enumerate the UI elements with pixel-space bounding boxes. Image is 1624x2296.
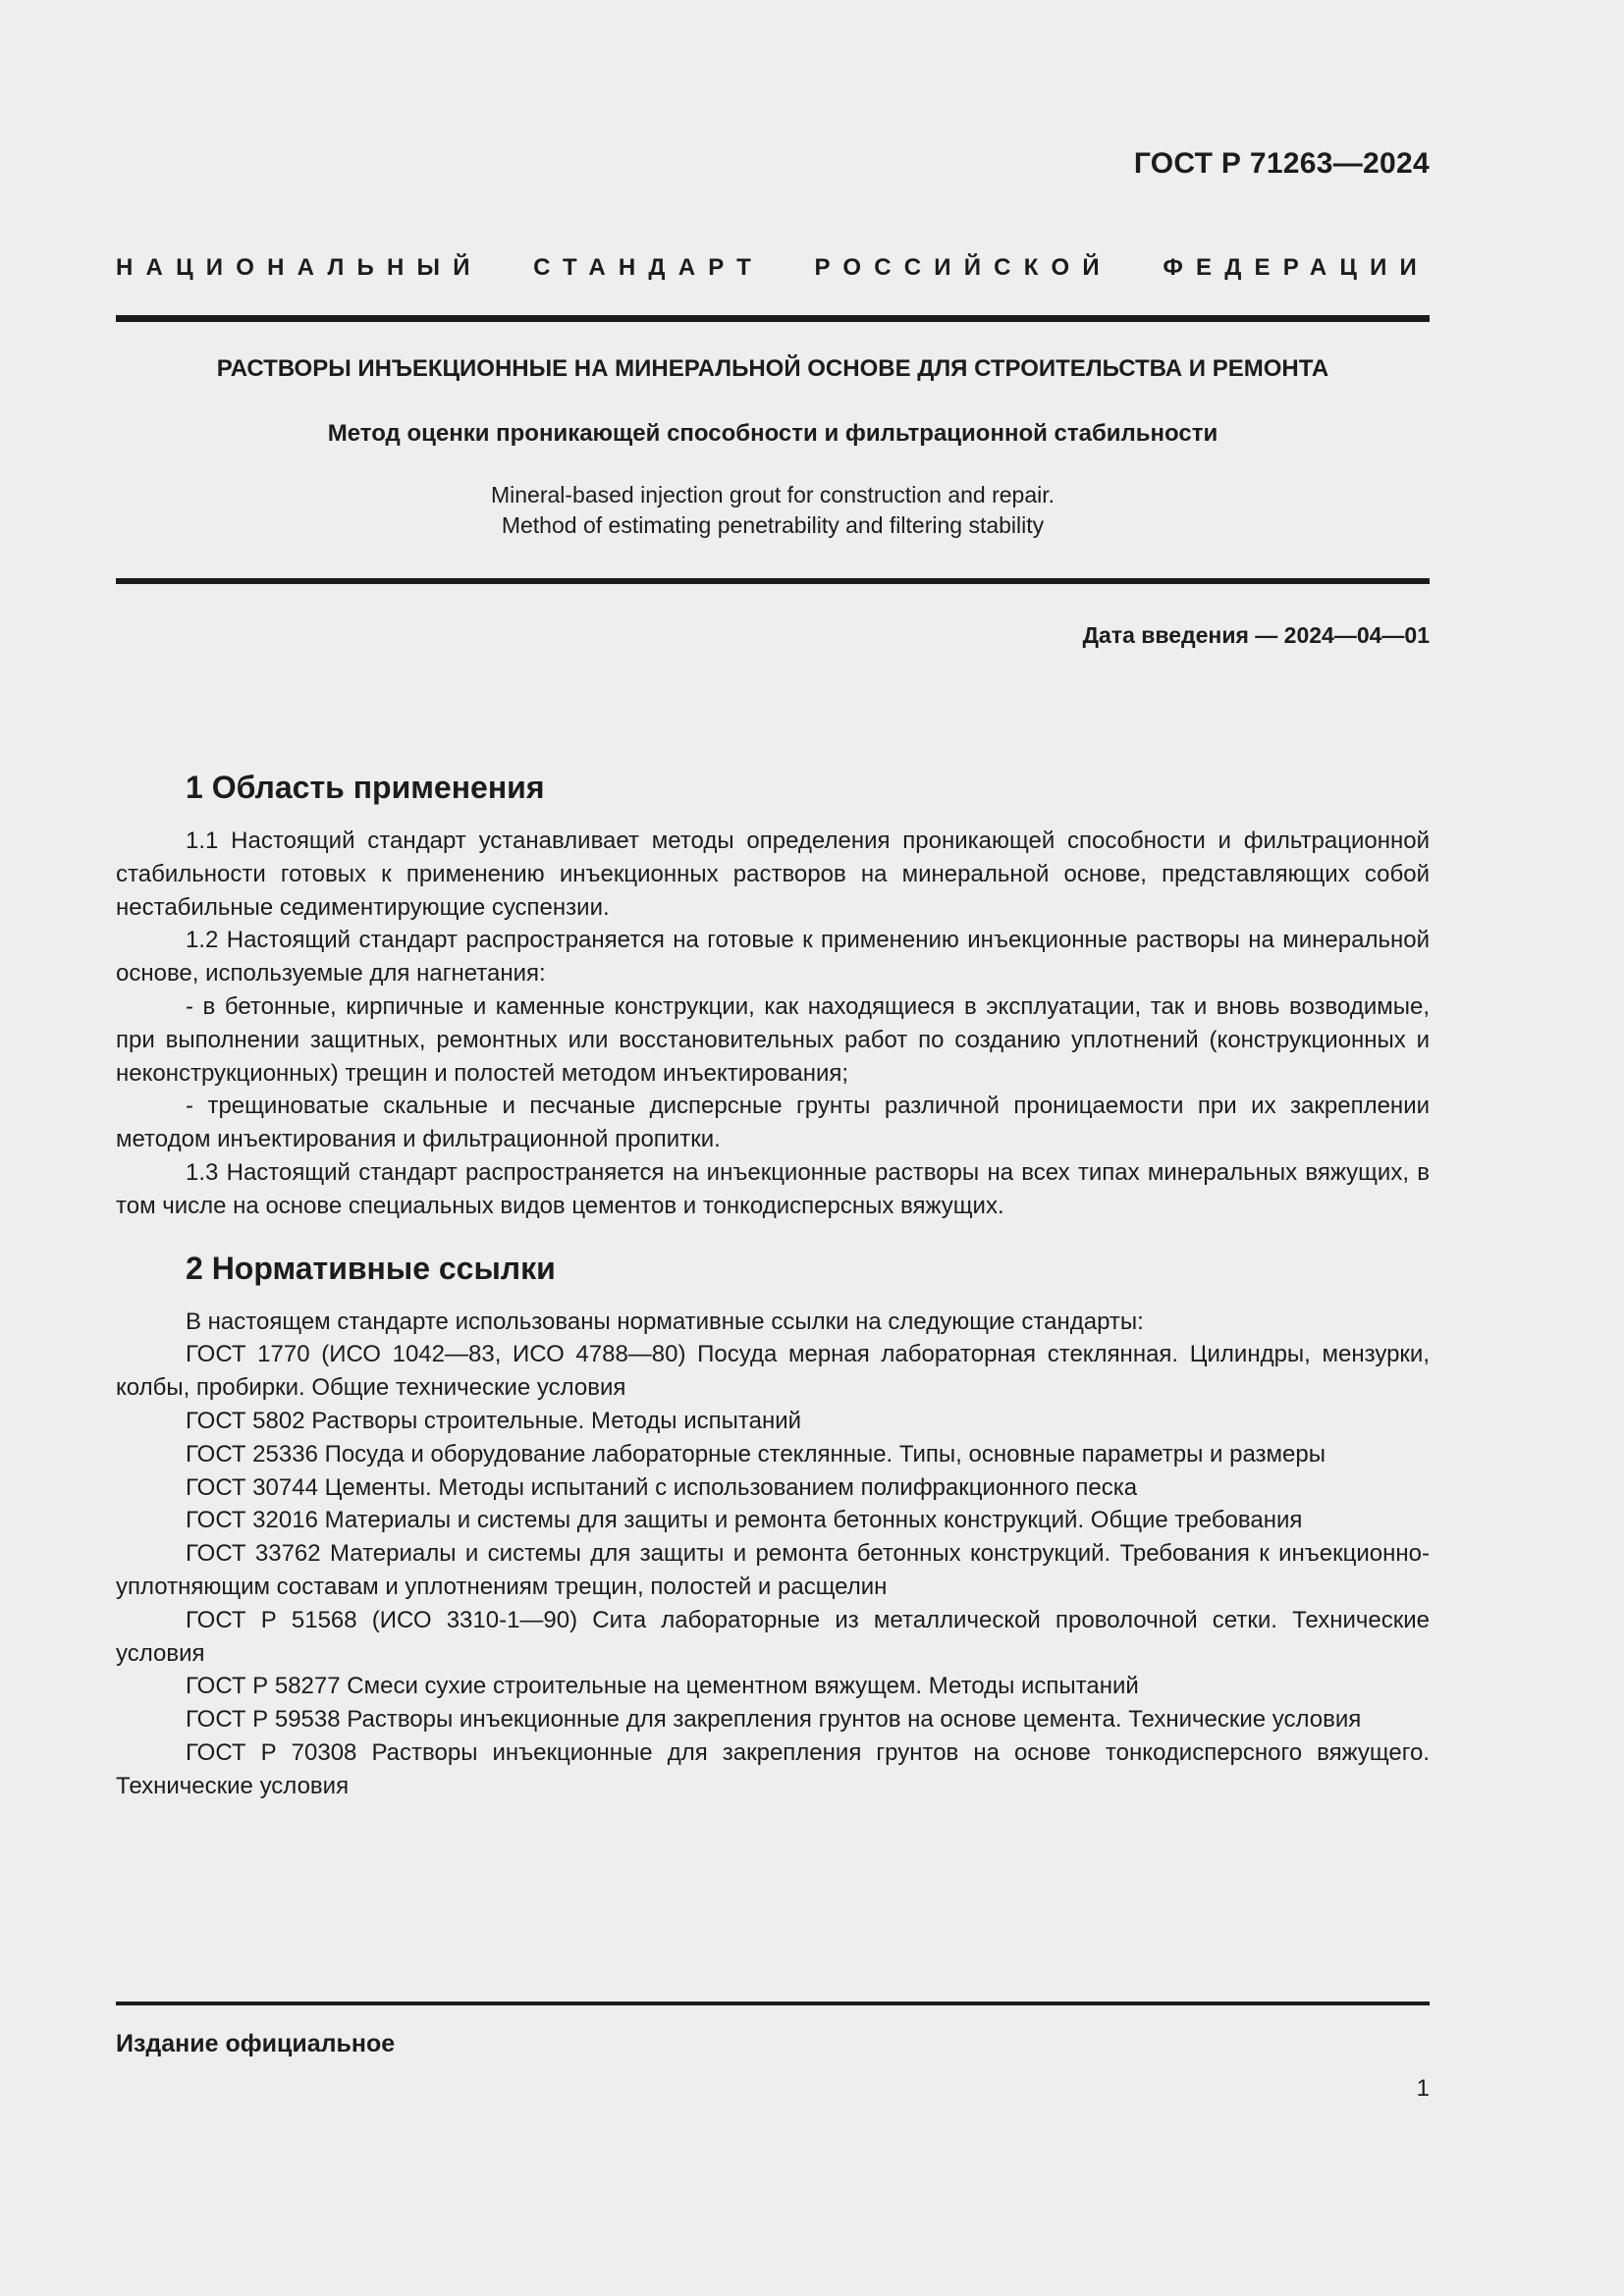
section-2-heading: 2 Нормативные ссылки — [186, 1250, 556, 1286]
reference-item: ГОСТ Р 58277 Смеси сухие строительные на цементном вяжущем. Методы испытаний — [186, 1673, 1139, 1700]
reference-item: ГОСТ 1770 (ИСО 1042—83, ИСО 4788—80) Посуда мерная лабораторная стеклянная. Цилиндры, мензурки, колбы, пробирки. Общие технические условия — [116, 1341, 1430, 1402]
reference-item: ГОСТ Р 59538 Растворы инъекционные для закрепления грунтов на основе цемента. Технические условия — [186, 1706, 1362, 1734]
official-edition-label: Издание официальное — [116, 2030, 396, 2057]
section-1-paragraph: - трещиноватые скальные и песчаные дисперсные грунты различной проницаемости при их закреплении методом инъектирования и фильтрационной пропитки. — [116, 1093, 1430, 1153]
header-bottom-rule — [116, 578, 1430, 584]
section-1-paragraph: 1.3 Настоящий стандарт распространяется на инъекционные растворы на всех типах минеральных вяжущих, в том числе на основе специальных видов цементов и тонкодисперсных вяжущих. — [116, 1158, 1430, 1219]
footer-rule — [116, 2002, 1430, 2005]
document-body — [116, 766, 1430, 1803]
date-of-introduction: Дата введения — 2024—04—01 — [1082, 622, 1430, 648]
page-number: 1 — [1416, 2075, 1430, 2102]
section-1-paragraph: - в бетонные, кирпичные и каменные конструкции, как находящиеся в эксплуатации, так и вновь возводимые, при выполнении защитных, ремонтных или восстановительных работ по созданию уплотнений (конструкционных и неконструкционных) трещин и полостей методом инъектирования; — [116, 992, 1430, 1087]
reference-item: ГОСТ Р 51568 (ИСО 3310-1—90) Сита лабораторные из металлической проволочной сетки. Технические условия — [116, 1606, 1430, 1667]
national-standard-banner: НАЦИОНАЛЬНЫЙ СТАНДАРТ РОССИЙСКОЙ ФЕДЕРАЦИИ — [116, 254, 1430, 281]
reference-item: ГОСТ 32016 Материалы и системы для защиты и ремонта бетонных конструкций. Общие требования — [186, 1507, 1303, 1534]
header-top-rule — [116, 315, 1430, 322]
english-title — [116, 480, 1430, 541]
document-number: ГОСТ Р 71263—2024 — [1133, 147, 1430, 180]
document-subtitle: Метод оценки проникающей способности и фильтрационной стабильности — [327, 420, 1218, 447]
reference-item: ГОСТ 25336 Посуда и оборудование лабораторные стеклянные. Типы, основные параметры и размеры — [186, 1440, 1326, 1468]
reference-item: ГОСТ 5802 Растворы строительные. Методы испытаний — [186, 1407, 802, 1434]
document-title: РАСТВОРЫ ИНЪЕКЦИОННЫЕ НА МИНЕРАЛЬНОЙ ОСНОВЕ ДЛЯ СТРОИТЕЛЬСТВА И РЕМОНТА — [216, 355, 1329, 382]
reference-item: ГОСТ Р 70308 Растворы инъекционные для закрепления грунтов на основе тонкодисперсного вяжущего. Технические условия — [116, 1738, 1430, 1799]
section-1-paragraph: 1.1 Настоящий стандарт устанавливает методы определения проникающей способности и фильтрационной стабильности готовых к применению инъекционных растворов на минеральной основе, представляющих собой нестабильные седиментирующие суспензии. — [116, 828, 1430, 921]
section-1-paragraph: 1.2 Настоящий стандарт распространяется на готовые к применению инъекционные растворы на минеральной основе, используемые для нагнетания: — [116, 927, 1430, 988]
section-1-heading: 1 Область применения — [186, 770, 545, 805]
section-2-paragraph: В настоящем стандарте использованы нормативные ссылки на следующие стандарты: — [186, 1308, 1144, 1335]
english-title-line-2: Method of estimating penetrability and filtering stability — [501, 512, 1045, 538]
reference-item: ГОСТ 33762 Материалы и системы для защиты и ремонта бетонных конструкций. Требования к инъекционно-уплотняющим составам и уплотнениям трещин, полостей и расщелин — [116, 1540, 1430, 1600]
english-title-line-1: Mineral-based injection grout for construction and repair. — [490, 482, 1056, 507]
reference-item: ГОСТ 30744 Цементы. Методы испытаний с использованием полифракционного песка — [186, 1473, 1138, 1501]
